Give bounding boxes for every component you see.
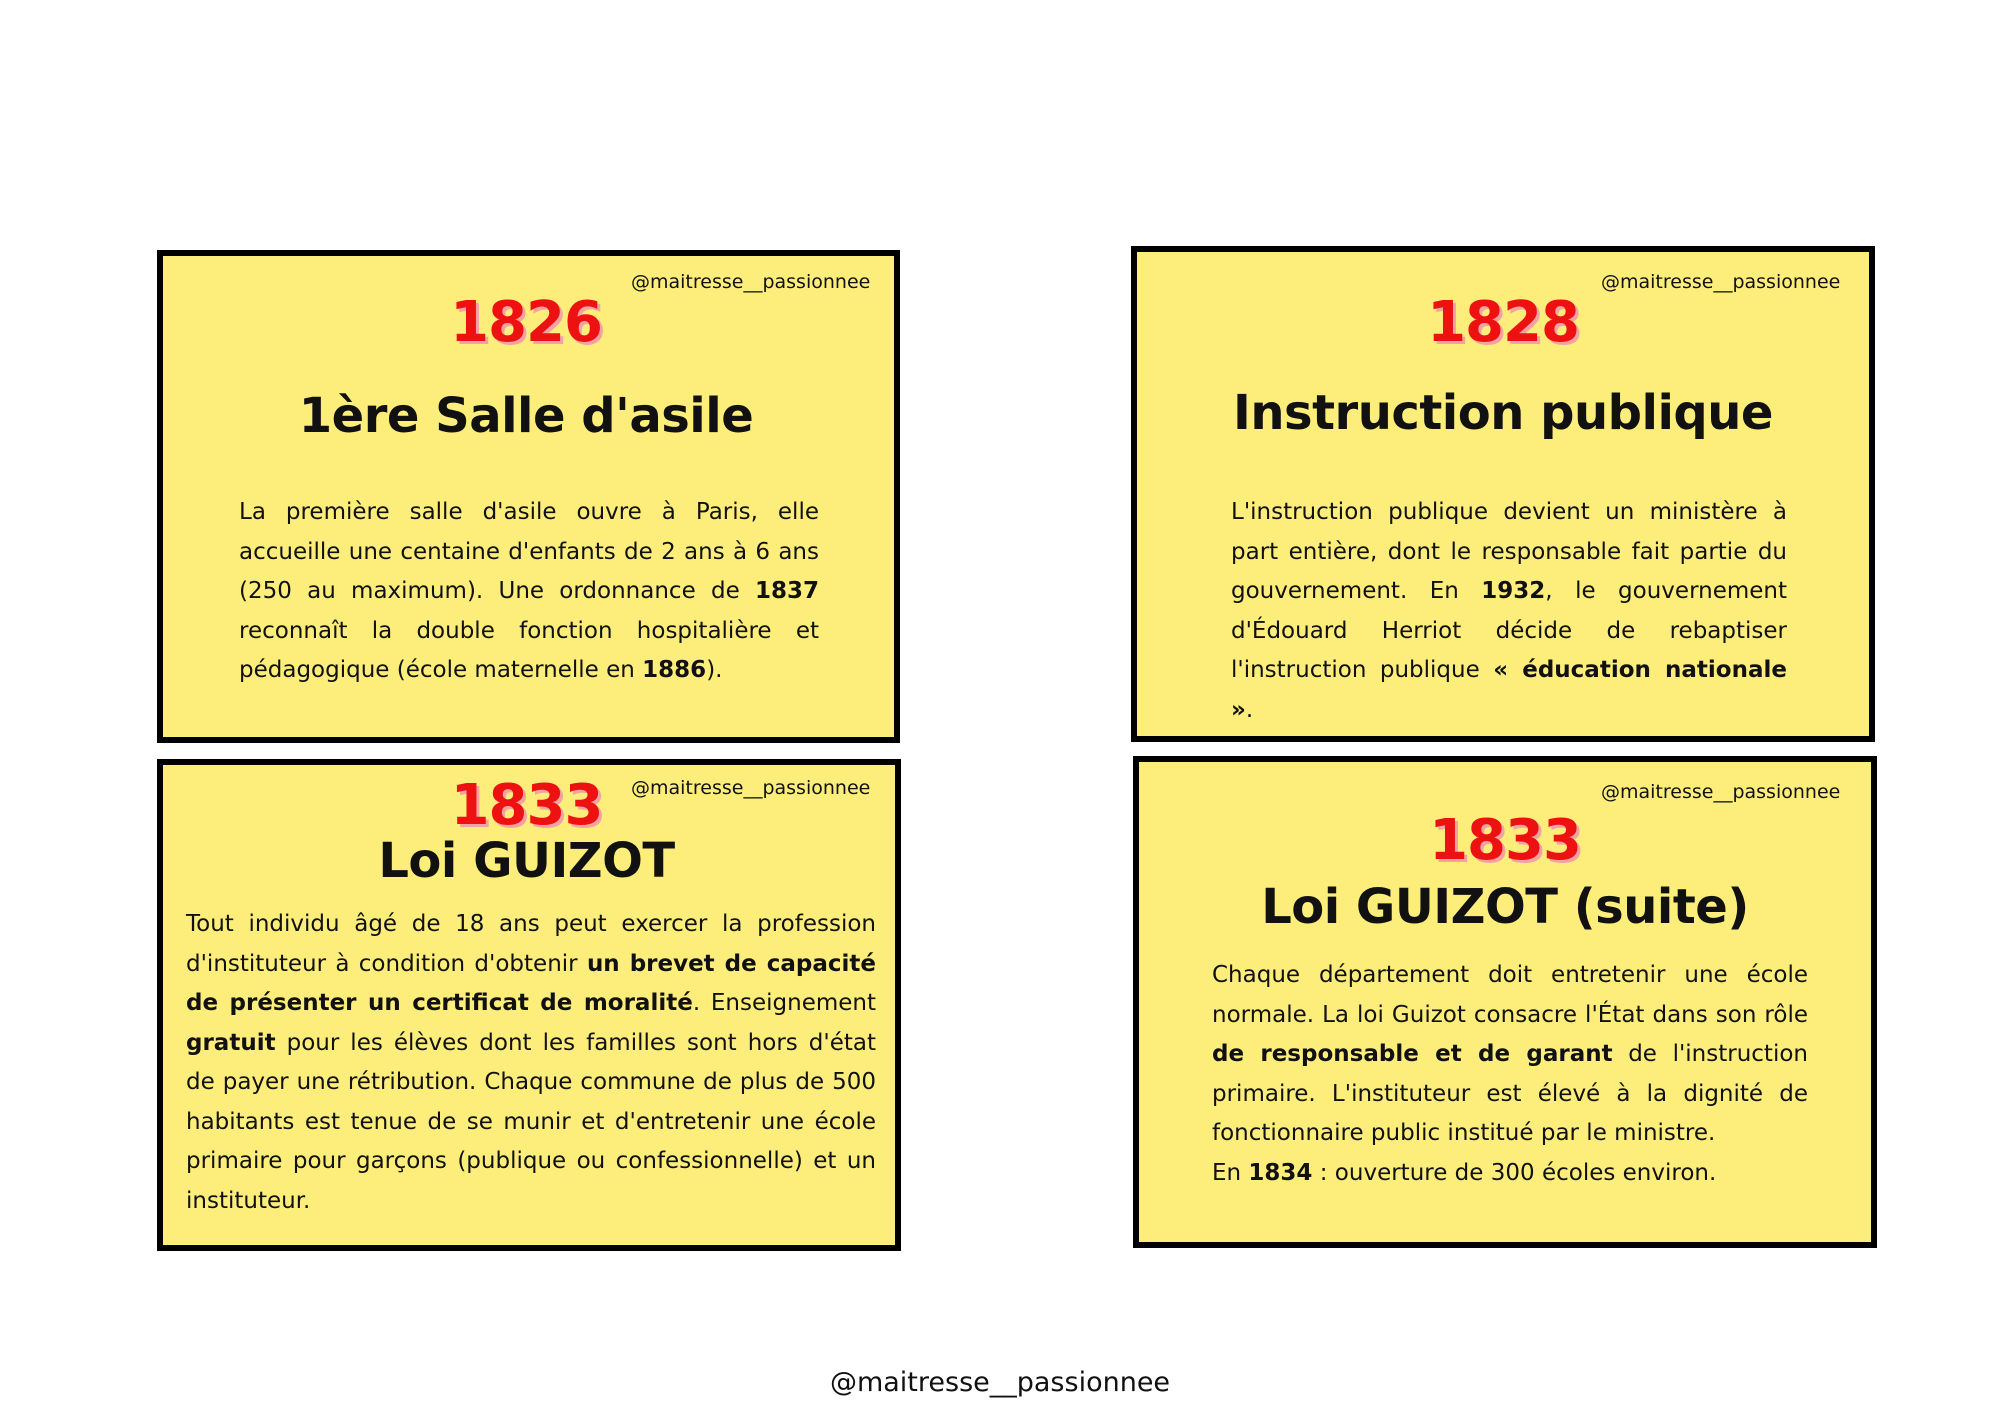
card-1828 xyxy=(1131,246,1875,742)
emphasis-text: 1837 xyxy=(754,578,819,604)
card-year: 1833 xyxy=(1429,808,1581,873)
body-text: ). xyxy=(706,657,723,683)
body-text: La première salle d'asile ouvre à Paris, elle accueille une centaine d'enfants de 2 ans à 6 ans (250 au maximum). Une ordonnance de xyxy=(239,499,819,604)
body-text: de l'instruction primaire. L'instituteur est élevé à la dignité de fonctionnaire public institué par le ministre. xyxy=(1212,1041,1808,1146)
card-body xyxy=(239,493,819,691)
emphasis-text: 1834 xyxy=(1248,1159,1313,1186)
card-body xyxy=(1231,493,1787,730)
card-handle: @maitresse__passionnee xyxy=(1601,781,1841,803)
card-title: Instruction publique xyxy=(1233,385,1773,441)
emphasis-text: « éducation nationale » xyxy=(1231,657,1787,723)
emphasis-text: 1932 xyxy=(1481,578,1546,604)
card-body xyxy=(1212,956,1808,1193)
card-paragraph xyxy=(1212,956,1808,1154)
body-text: : ouverture de 300 écoles environ. xyxy=(1312,1159,1717,1186)
card-extra-line xyxy=(1212,1154,1808,1194)
card-handle: @maitresse__passionnee xyxy=(631,271,871,293)
card-1833-loi-guizot-suite xyxy=(1133,756,1877,1248)
card-year: 1833 xyxy=(450,773,603,838)
body-text: L'instruction publique devient un ministère à part entière, dont le responsable fait partie du gouvernement. En xyxy=(1231,499,1787,604)
card-year: 1826 xyxy=(450,290,602,355)
card-title: 1ère Salle d'asile xyxy=(298,388,754,444)
body-text: Tout individu âgé de 18 ans peut exercer la profession d'instituteur à condition d'obtenir xyxy=(186,911,876,977)
body-text: Chaque département doit entretenir une école normale. La loi Guizot consacre l'État dans son rôle xyxy=(1212,962,1808,1028)
card-handle: @maitresse__passionnee xyxy=(631,777,871,799)
emphasis-text: de responsable et de garant xyxy=(1212,1041,1613,1067)
card-1826 xyxy=(157,250,900,743)
footer-handle: @maitresse__passionnee xyxy=(829,1367,1171,1398)
body-text: , le gouvernement d'Édouard Herriot décide de rebaptiser l'instruction publique xyxy=(1231,578,1787,683)
body-text: reconnaît la double fonction hospitalière et pédagogique (école maternelle en xyxy=(239,617,819,683)
emphasis-text: 1886 xyxy=(642,657,707,683)
card-title: Loi GUIZOT xyxy=(378,833,675,889)
card-year: 1828 xyxy=(1427,290,1579,355)
body-text: pour les élèves dont les familles sont hors d'état de payer une rétribution. Chaque commune de plus de 500 habitants est tenue de se munir et d'entretenir une école primaire pour garçons (publique ou confessionnelle) et un instituteur. xyxy=(186,1029,876,1214)
card-body xyxy=(186,905,876,1221)
card-title: Loi GUIZOT (suite) xyxy=(1261,879,1749,935)
body-text: . xyxy=(1245,696,1254,723)
card-1833-loi-guizot xyxy=(157,759,901,1251)
card-handle: @maitresse__passionnee xyxy=(1601,271,1841,293)
body-text: . Enseignement xyxy=(692,990,876,1016)
emphasis-text: gratuit xyxy=(186,1029,276,1056)
emphasis-text: un brevet de capacité de présenter un certificat de moralité xyxy=(186,950,876,1016)
body-text: En xyxy=(1212,1159,1249,1186)
